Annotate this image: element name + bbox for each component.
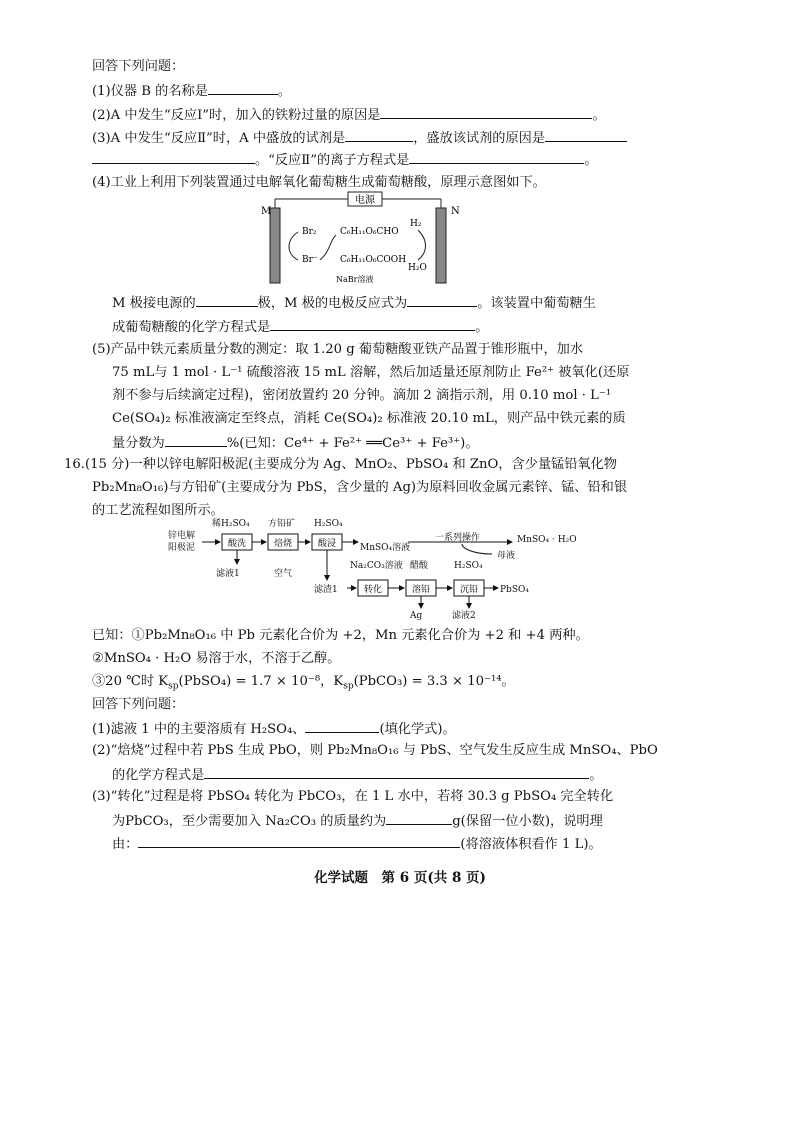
part-2-l2 <box>112 765 603 785</box>
question-16-l3: 的工艺流程如图所示。 <box>92 503 224 518</box>
label-m: M <box>261 206 272 217</box>
p3-text-c: 由： <box>112 837 139 852</box>
pbso4-label: PbSO₄ <box>500 585 529 595</box>
answer-blank[interactable] <box>407 293 477 307</box>
p1-end: (填化学式)。 <box>379 722 456 737</box>
q5-text-b: %(已知：Ce⁴⁺ + Fe²⁺ ══Ce³⁺ + Fe³⁺)。 <box>226 436 479 451</box>
na2co3-label: Na₂CO₃溶液 <box>350 561 403 571</box>
part-3-l1: (3)“转化”过程是将 PbSO₄ 转化为 PbCO₃，在 1 L 水中，若将 30.3 g PbSO₄ 完全转化 <box>92 789 614 804</box>
question-5-l1: (5)产品中铁元素质量分数的测定：取 1.20 g 葡萄糖酸亚铁产品置于锥形瓶中，加水 <box>92 342 584 357</box>
br-ion-label: Br⁻ <box>302 255 318 265</box>
known-1: 已知：①Pb₂Mn₈O₁₆ 中 Pb 元素化合价为 +2，Mn 元素化合价为 +2 和 +4 两种。 <box>92 628 589 643</box>
answer-blank[interactable] <box>409 150 584 164</box>
mnso4-solution-label: MnSO₄溶液 <box>360 543 411 553</box>
q2-text: (2)A 中发生“反应Ⅰ”时，加入的铁粉过量的原因是 <box>92 108 381 123</box>
acetic-acid-label: 醋酸 <box>410 561 429 571</box>
source-label-2: 阳极泥 <box>168 543 196 553</box>
question-3 <box>92 128 627 148</box>
q4-text-e: 。 <box>475 320 489 335</box>
question-16-l1: 16.(15 分)一种以锌电解阳极泥(主要成分为 Ag、MnO₂、PbSO₄ 和 ZnO，含少量锰铅氧化物 <box>64 457 617 472</box>
q3-mid2: 。“反应Ⅱ”的离子方程式是 <box>255 153 410 168</box>
residue-label: 滤渣1 <box>314 585 338 595</box>
dissolve-label: 溶铅 <box>411 585 431 595</box>
mother-liquor-label: 母液 <box>497 551 516 561</box>
p2-text: 的化学方程式是 <box>112 768 205 783</box>
question-5-l4: Ce(SO₄)₂ 标准液滴定至终点，消耗 Ce(SO₄)₂ 标准液 20.10 mL，则产品中铁元素的质 <box>112 411 626 426</box>
q1-end: 。 <box>277 84 292 99</box>
electrode-m <box>270 208 280 283</box>
p3-text-d: (将溶液体积看作 1 L)。 <box>460 837 602 852</box>
precip-label: 沉铅 <box>459 585 479 595</box>
q4-text-b: 极，M 极的电极反应式为 <box>257 296 408 311</box>
known-3 <box>92 673 515 691</box>
question-4-answer <box>112 293 596 313</box>
part-3-l2 <box>112 811 603 831</box>
acid-label-2: H₂SO₄ <box>454 561 483 571</box>
question-3-cont <box>92 150 598 170</box>
label-n: N <box>451 206 460 217</box>
answer-blank[interactable] <box>380 105 592 119</box>
power-label: 电源 <box>355 195 375 206</box>
q2-end: 。 <box>592 108 606 123</box>
electrolysis-diagram <box>258 190 468 290</box>
filtrate-2-label: 滤液2 <box>452 611 476 621</box>
question-4-answer-2 <box>112 317 488 337</box>
answer-blank[interactable] <box>138 834 460 848</box>
question-1 <box>92 81 291 101</box>
known-3-b: (PbSO₄) = 1.7 × 10⁻⁸，K <box>178 674 344 689</box>
p3-text-b: g(保留一位小数)，说明理 <box>452 814 603 829</box>
galena-label: 方铅矿 <box>268 519 296 529</box>
air-label: 空气 <box>274 569 293 579</box>
acid-label: H₂SO₄ <box>314 519 343 529</box>
convert-label: 转化 <box>363 585 383 595</box>
glucose-label: C₆H₁₁O₆CHO <box>340 227 399 237</box>
roast-label: 焙烧 <box>273 539 293 549</box>
electrolyte-label: NaBr溶液 <box>336 275 374 284</box>
answer-intro-2: 回答下列问题： <box>92 697 185 712</box>
question-16-l2: Pb₂Mn₈O₁₆)与方铅矿(主要成分为 PbS，含少量的 Ag)为原料回收金属元素锌、锰、铅和银 <box>92 480 628 495</box>
answer-blank[interactable] <box>208 81 278 95</box>
known-2: ②MnSO₄ · H₂O 易溶于水，不溶于乙醇。 <box>92 651 341 666</box>
p1-text: (1)滤液 1 中的主要溶质有 H₂SO₄、 <box>92 722 306 737</box>
answer-blank[interactable] <box>386 811 452 825</box>
q4-text-a: M 极接电源的 <box>112 296 196 311</box>
leach-label: 酸浸 <box>317 539 337 549</box>
operations-label: 一系列操作 <box>435 533 481 543</box>
part-2-l1: (2)“焙烧”过程中若 PbS 生成 PbO，则 Pb₂Mn₈O₁₆ 与 PbS、空气发生反应生成 MnSO₄、PbO <box>92 743 658 758</box>
q3-text: (3)A 中发生“反应Ⅱ”时，A 中盛放的试剂是 <box>92 131 346 146</box>
recycle-arrow <box>462 544 492 554</box>
h2-label: H₂ <box>410 219 422 229</box>
question-4: (4)工业上利用下列装置通过电解氧化葡萄糖生成葡萄糖酸，原理示意图如下。 <box>92 175 546 190</box>
h2-arrow <box>418 230 426 260</box>
dilute-acid-label: 稀H₂SO₄ <box>212 519 250 529</box>
known-3-a: ③20 ℃时 K <box>92 674 169 689</box>
br2-label: Br₂ <box>302 227 317 237</box>
wash-label: 酸洗 <box>227 539 247 549</box>
p2-end: 。 <box>589 768 603 783</box>
cycle-arrow-mid <box>320 235 336 260</box>
part-3-l3 <box>112 834 602 854</box>
q3-end: 。 <box>584 153 598 168</box>
filtrate-1-label: 滤液1 <box>216 569 240 579</box>
question-5-l5 <box>112 433 479 453</box>
answer-blank[interactable] <box>196 293 258 307</box>
q4-text-d: 成葡萄糖酸的化学方程式是 <box>112 320 271 335</box>
answer-blank[interactable] <box>92 150 255 164</box>
answer-blank[interactable] <box>204 765 589 779</box>
q5-text-a: 量分数为 <box>112 436 165 451</box>
gluconic-acid-label: C₆H₁₁O₆COOH <box>340 255 407 265</box>
question-5-l2: 75 mL与 1 mol · L⁻¹ 硫酸溶液 15 mL 溶解，然后加适量还原剂防止 Fe²⁺ 被氧化(还原 <box>112 365 630 380</box>
question-5-l3: 剂不参与后续滴定过程)，密闭放置约 20 分钟。滴加 2 滴指示剂，用 0.10 mol · L⁻¹ <box>112 388 612 403</box>
answer-intro: 回答下列问题： <box>92 59 185 74</box>
answer-blank[interactable] <box>305 719 379 733</box>
product-label: MnSO₄ · H₂O <box>517 535 577 545</box>
answer-blank[interactable] <box>165 433 227 447</box>
q1-text: (1)仪器 B 的名称是 <box>92 84 208 99</box>
cycle-arrow-left <box>289 232 298 260</box>
h2o-label: H₂O <box>408 263 427 273</box>
question-2 <box>92 105 606 125</box>
source-label: 锌电解 <box>168 531 196 541</box>
known-3-c: (PbCO₃) = 3.3 × 10⁻¹⁴。 <box>353 674 515 689</box>
sp-sub: sp <box>343 681 354 692</box>
q4-text-c: 。该装置中葡萄糖生 <box>477 296 596 311</box>
p3-text-a: 为PbCO₃，至少需要加入 Na₂CO₃ 的质量约为 <box>112 814 387 829</box>
part-1 <box>92 719 456 739</box>
answer-blank[interactable] <box>270 317 475 331</box>
sp-sub: sp <box>168 681 179 692</box>
answer-blank[interactable] <box>545 128 627 142</box>
process-flowchart <box>162 518 612 623</box>
electrode-n <box>436 208 446 283</box>
answer-blank[interactable] <box>345 128 413 142</box>
ag-label: Ag <box>410 611 423 621</box>
page-footer: 化学试题 第 6 页(共 8 页) <box>314 870 486 886</box>
q3-mid: ，盛放该试剂的原因是 <box>413 131 546 146</box>
